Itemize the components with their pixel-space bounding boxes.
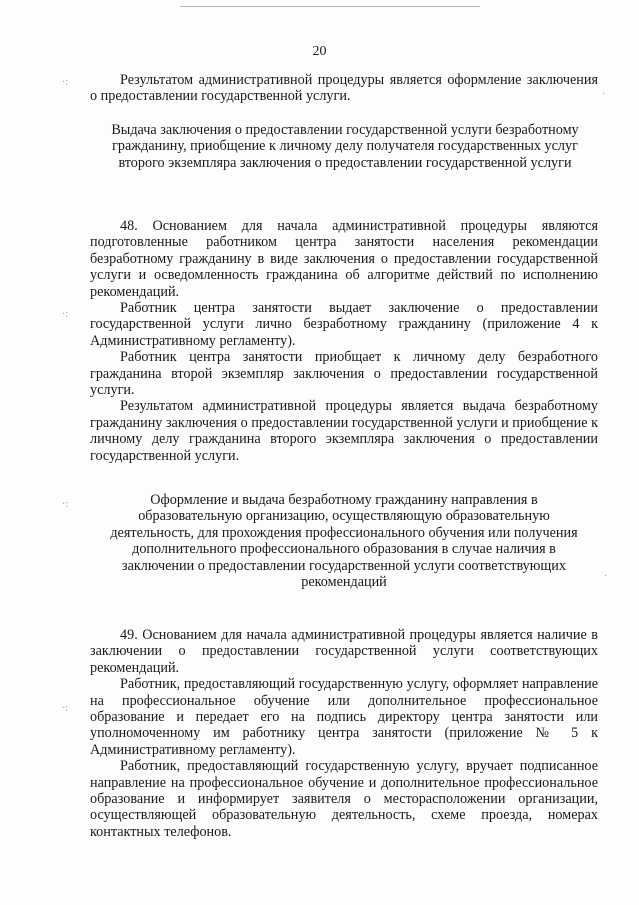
page-number: 20 [312, 44, 327, 59]
paragraph-48-attach: Работник центра занятости приобщает к личному делу безработного гражданина второй экземпляр заключения о предоставлении государственной услуги. [90, 349, 598, 399]
section-heading-issue-conclusion [100, 122, 590, 171]
paragraph-48-issue: Работник центра занятости выдает заключение о предоставлении государственной услуги лично безработному гражданину (приложение 4 к Административному регламенту). [90, 300, 598, 349]
top-rule [180, 6, 480, 7]
paragraph-49-prepare: Работник, предоставляющий государственную услугу, оформляет направление на профессиональное обучение или дополнительное профессиональное образование и передает его на подпись директору центра занятости или уполномоченному им работнику центра занятости (приложение № 5 к Административному регламенту). [90, 676, 598, 758]
scan-speck: ·: [62, 309, 69, 320]
scan-speck: · [602, 89, 606, 100]
paragraph-49-basis: 49. Основанием для начала административной процедуры является наличие в заключении о предоставлении государственной услуги соответствующих рекомендаций. [90, 627, 598, 676]
clause-49 [90, 627, 598, 840]
paragraph-48-basis: 48. Основанием для начала административной процедуры являются подготовленные работником центра занятости населения рекомендации безработному гражданину в виде заключения о предоставлении государственной услуги и осведомленность гражданина об алгоритме действий по исполнению рекомендаций. [90, 218, 598, 300]
scan-speck: ·: [62, 703, 69, 714]
paragraph-48-result: Результатом административной процедуры является выдача безработному гражданину заключения о предоставлении государственной услуги и приобщение к личному делу гражданина второго экземпляра заключения о предоставлении государственной услуги. [90, 398, 598, 464]
result-paragraph [90, 72, 598, 105]
section-heading-referral [98, 492, 590, 590]
scan-speck: · [604, 571, 608, 582]
paragraph-49-hand-over: Работник, предоставляющий государственную услугу, вручает подписанное направление на профессиональное обучение и дополнительное профессиональное образование и информирует заявителя о месторасположении организации, осуществляющей образовательную деятельность, схеме проезда, номерах контактных телефонов. [90, 758, 598, 840]
scan-speck: ·: [62, 499, 69, 510]
heading-text: Выдача заключения о предоставлении государственной услуги безработному гражданину, приобщение к личному делу получателя государственных услуг второго экземпляра заключения о предоставлении государственной услуги [111, 122, 579, 171]
heading-text: Оформление и выдача безработному гражданину направления в образовательную организацию, осуществляющую образовательную деятельность, для прохождения профессионального обучения или получения дополнительного профессионального образования в случае наличия в заключении о предоставлении государственной услуги соответствующих рекомендаций [110, 492, 578, 591]
paragraph-text: Результатом административной процедуры является оформление заключения о предоставлении государственной услуги. [90, 72, 598, 105]
clause-48 [90, 218, 598, 464]
scan-speck: ·: [62, 77, 69, 88]
